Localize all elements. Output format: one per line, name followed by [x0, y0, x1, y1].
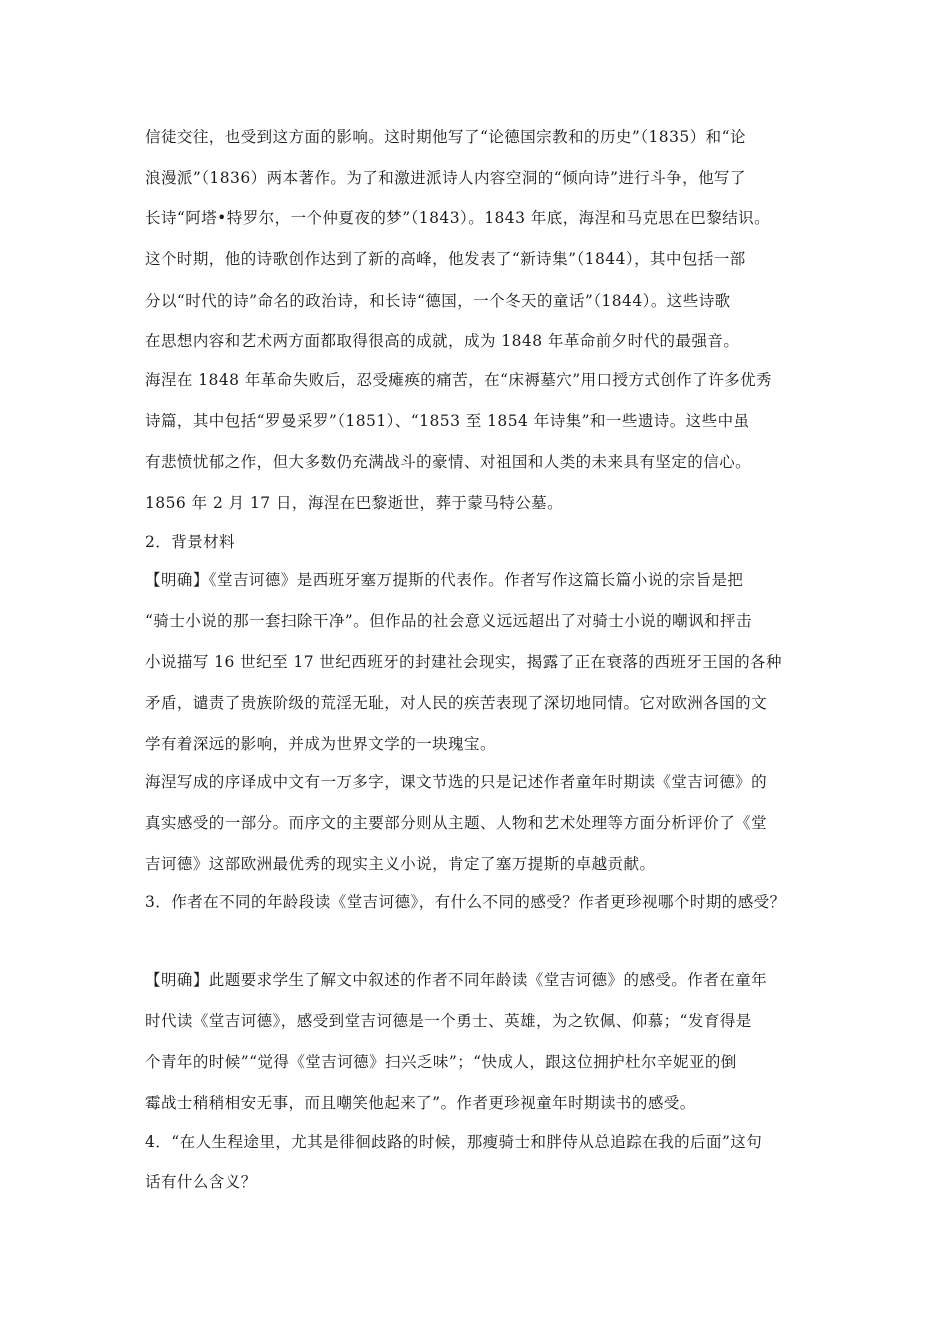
text-line: 1856 年 2 月 17 日，海涅在巴黎逝世，葬于蒙马特公墓。	[145, 494, 564, 512]
text-line: 小说描写 16 世纪至 17 世纪西班牙的封建社会现实，揭露了正在衰落的西班牙王国的各种	[145, 653, 782, 671]
text-line: 长诗“阿塔•特罗尔，一个仲夏夜的梦”（1843）。1843 年底，海涅和马克思在巴黎结识。	[145, 209, 771, 227]
text-line: 【明确】此题要求学生了解文中叙述的作者不同年龄读《堂吉诃德》的感受。作者在童年	[145, 971, 768, 989]
text-line: 个青年的时候”“觉得《堂吉诃德》扫兴乏味”；“快成人，跟这位拥护杜尔辛妮亚的倒	[145, 1053, 737, 1071]
text-line: 时代读《堂吉诃德》，感受到堂吉诃德是一个勇士、英雄，为之钦佩、仰慕；“发育得是	[145, 1012, 752, 1030]
text-line: 吉诃德》这部欧洲最优秀的现实主义小说，肯定了塞万提斯的卓越贡献。	[145, 855, 656, 873]
text-line: 信徒交往，也受到这方面的影响。这时期他写了“论德国宗教和的历史”（1835）和“论	[145, 128, 746, 146]
text-line: 有悲愤忧郁之作，但大多数仍充满战斗的豪情、对祖国和人类的未来具有坚定的信心。	[145, 453, 752, 471]
text-line: 话有什么含义？	[145, 1173, 257, 1191]
text-line: 【明确】《堂吉诃德》是西班牙塞万提斯的代表作。作者写作这篇长篇小说的宗旨是把	[145, 571, 744, 589]
text-line: 浪漫派”（1836）两本著作。为了和激进派诗人内容空洞的“倾向诗”进行斗争，他写了	[145, 169, 746, 187]
text-line: 海涅在 1848 年革命失败后，忍受瘫痪的痛苦，在“床褥墓穴”用口授方式创作了许多优秀	[145, 371, 773, 389]
question-heading: 4．“在人生程途里，尤其是徘徊歧路的时候，那瘦骑士和胖侍从总追踪在我的后面”这句	[145, 1133, 763, 1151]
text-line: 真实感受的一部分。而序文的主要部分则从主题、人物和艺术处理等方面分析评价了《堂	[145, 814, 768, 832]
text-line: 学有着深远的影响，并成为世界文学的一块瑰宝。	[145, 735, 496, 753]
text-line: 海涅写成的序译成中文有一万多字，课文节选的只是记述作者童年时期读《堂吉诃德》的	[145, 773, 768, 791]
text-line: 在思想内容和艺术两方面都取得很高的成就，成为 1848 年革命前夕时代的最强音。	[145, 332, 740, 350]
section-heading: 2．背景材料	[145, 533, 236, 551]
text-line: 这个时期，他的诗歌创作达到了新的高峰，他发表了“新诗集”（1844），其中包括一部	[145, 250, 746, 268]
text-line: 霉战士稍稍相安无事，而且嘲笑他起来了”。作者更珍视童年时期读书的感受。	[145, 1094, 696, 1112]
text-line: 矛盾，谴责了贵族阶级的荒淫无耻，对人民的疾苦表现了深切地同情。它对欧洲各国的文	[145, 694, 768, 712]
text-line: “骑士小说的那一套扫除干净”。但作品的社会意义远远超出了对骑士小说的嘲讽和抨击	[145, 612, 752, 630]
text-line: 分以“时代的诗”命名的政治诗，和长诗“德国，一个冬天的童话”（1844）。这些诗歌	[145, 292, 731, 310]
question-heading: 3．作者在不同的年龄段读《堂吉诃德》，有什么不同的感受？作者更珍视哪个时期的感受？	[145, 893, 786, 911]
text-line: 诗篇，其中包括“罗曼采罗”（1851）、“1853 至 1854 年诗集”和一些遗诗。这些中虽	[145, 412, 750, 430]
